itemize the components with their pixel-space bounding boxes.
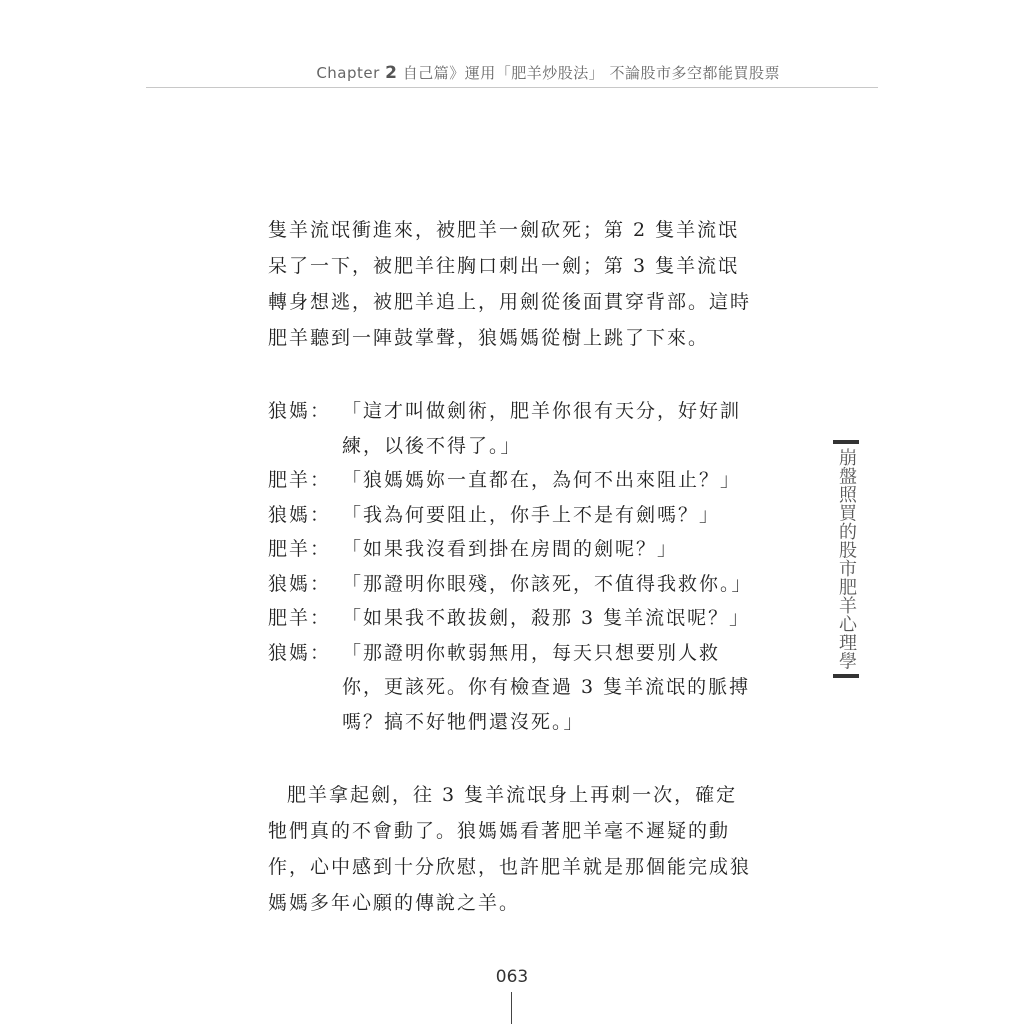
speech-text: 「那證明你軟弱無用，每天只想要別人救你，更該死。你有檢查過 3 隻羊流氓的脈搏嗎？搞不好牠們還沒死。」 [342, 641, 751, 733]
speaker-label: 狼媽： [268, 572, 332, 595]
paragraph-spacer [268, 739, 758, 777]
chapter-word: Chapter [316, 64, 380, 82]
page-number: 063 [495, 967, 529, 987]
chapter-title: 自己篇》運用「肥羊炒股法」 不論股市多空都能買股票 [402, 64, 780, 82]
paragraph-1: 隻羊流氓衝進來，被肥羊一劍砍死；第 2 隻羊流氓呆了一下，被肥羊往胸口刺出一劍；第 3 隻羊流氓轉身想逃，被肥羊追上，用劍從後面貫穿背部。這時肥羊聽到一陣鼓掌聲，狼媽媽從樹上跳了下來。 [268, 219, 752, 349]
speaker-label: 狼媽： [268, 400, 332, 422]
dialogue-line [268, 394, 758, 463]
speaker-label: 肥羊： [268, 469, 332, 491]
page-number-line [511, 992, 512, 1024]
chapter-number: 2 [385, 63, 398, 83]
dialogue-line [268, 498, 758, 533]
paragraph-2: 肥羊拿起劍，往 3 隻羊流氓身上再刺一次，確定牠們真的不會動了。狼媽媽看著肥羊毫不遲疑的動作，心中感到十分欣慰，也許肥羊就是那個能完成狼媽媽多年心願的傳說之羊。 [268, 784, 752, 914]
side-tab-bar-top [833, 440, 859, 444]
dialogue-line [268, 567, 758, 602]
running-header [0, 62, 780, 83]
dialogue-line [268, 601, 758, 636]
side-tab [833, 440, 859, 678]
dialogue-block [268, 394, 758, 739]
speech-text: 「如果我不敢拔劍，殺那 3 隻羊流氓呢？」 [342, 607, 751, 629]
paragraph-spacer [268, 356, 758, 394]
dialogue-line [268, 532, 758, 567]
speech-text: 「如果我沒看到掛在房間的劍呢？」 [342, 538, 679, 560]
speech-text: 「那證明你眼殘，你該死，不值得我救你。」 [342, 572, 753, 595]
body-text [268, 212, 758, 921]
speaker-label: 肥羊： [268, 538, 332, 560]
speech-text: 「這才叫做劍術，肥羊你很有天分，好好訓練，以後不得了。」 [342, 400, 742, 457]
header-divider [146, 87, 878, 88]
dialogue-line [268, 636, 758, 740]
speaker-label: 狼媽： [268, 503, 332, 526]
side-tab-bar-bottom [833, 674, 859, 678]
speaker-label: 狼媽： [268, 641, 332, 664]
speech-text: 「狼媽媽妳一直都在，為何不出來阻止？」 [342, 469, 742, 491]
speaker-label: 肥羊： [268, 607, 332, 629]
dialogue-line [268, 463, 758, 498]
side-tab-text: 崩盤照買的股市肥羊心理學 [836, 448, 857, 670]
speech-text: 「我為何要阻止，你手上不是有劍嗎？」 [342, 503, 721, 526]
